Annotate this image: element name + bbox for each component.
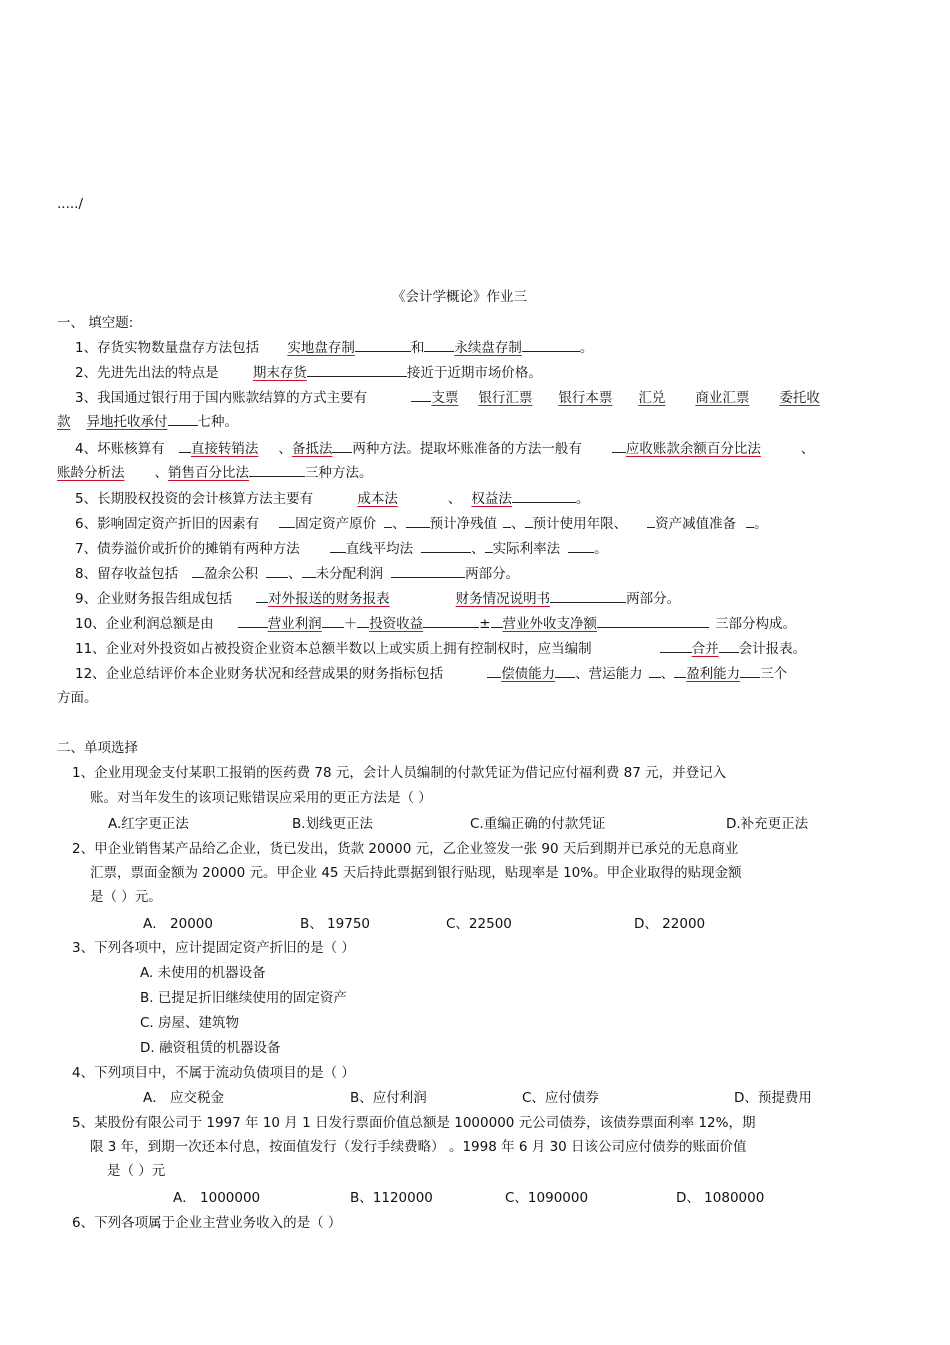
mc-q3-line1: 3、下列各项中，应计提固定资产折旧的是（ ） [72,940,355,956]
q11-answer-1: 合并 [691,641,719,657]
q9-answer-2: 财务情况说明书 [455,591,551,607]
fill-q2 [75,361,542,381]
q4-answer-4: 账龄分析法 [57,465,125,481]
q8-end: 两部分。 [465,566,520,582]
fill-q8: 8、留存收益包括 盈余公积 、 未分配利润 两部分。 [75,562,519,582]
q3-answer-5: 商业汇票 [695,390,750,406]
q9-prompt: 9、企业财务报告组成包括 [75,591,233,607]
section1-heading: 一、 填空题: [57,315,134,331]
q5-prompt: 5、长期股权投资的会计核算方法主要有 [75,491,314,507]
mc-q5-line3: 是（ ）元 [107,1163,166,1179]
mc-q3-option-d: D. 融资租赁的机器设备 [140,1040,281,1056]
mc-q2-line2: 汇票，票面金额为 20000 元。甲企业 45 天后持此票据到银行贴现，贴现率是 10%。甲企业取得的贴现金额 [90,865,742,881]
q6-answer-4: 资产减值准备 [655,516,737,532]
q1-connector: 和 [410,340,425,356]
q10-prompt: 10、企业利润总额是由 [75,616,214,632]
q4-mid: 两种方法。提取坏账准备的方法一般有 [352,441,582,457]
mc-q5-option-c: C、1090000 [505,1190,589,1206]
fill-q7: 7、债券溢价或折价的摊销有两种方法 直线平均法 、 实际利率法 。 [75,537,608,557]
mc-q2-option-b: B、 19750 [300,916,370,932]
q4-answer-3: 应收账款余额百分比法 [625,441,761,457]
q8-prompt: 8、留存收益包括 [75,566,179,582]
q3-answer-3: 银行本票 [558,390,613,406]
mc-q1-option-d: D.补充更正法 [726,816,809,832]
fill-q1 [75,336,593,356]
mc-q4-option-a: A． 应交税金 [143,1090,225,1106]
q1-end: 。 [579,340,594,356]
q10-end: 三部分构成。 [715,616,796,632]
q3-answer-7: 异地托收承付 [86,414,168,430]
q4-answer-1: 直接转销法 [190,441,259,457]
q6-answer-3: 预计使用年限、 [532,516,628,532]
fill-q5 [75,487,589,507]
q10-plusminus: ± [479,616,491,632]
mc-q1-option-c: C.重编正确的付款凭证 [470,816,606,832]
mc-q2-option-c: C、22500 [446,916,512,932]
q4-end: 三种方法。 [305,465,373,481]
q6-answer-1: 固定资产原价 [295,516,377,532]
fill-q3-line1 [75,386,820,406]
q3-answer-6-cont: 款 [57,414,71,430]
mc-q5-line2: 限 3 年，到期一次还本付息，按面值发行（发行手续费略） 。1998 年 6 月 30 日该公司应付债券的账面价值 [90,1139,747,1155]
q3-end: 七种。 [197,414,238,430]
q4-sep-3: 、 [154,465,168,481]
q9-answer-1: 对外报送的财务报表 [268,591,390,607]
mc-q3-option-a: A. 未使用的机器设备 [140,965,266,981]
q4-answer-2: 备抵法 [291,441,333,457]
q6-prompt: 6、影响固定资产折旧的因素有 [75,516,260,532]
q12-mid: 、营运能力 [575,666,643,682]
mc-q3-option-b: B. 已提足折旧继续使用的固定资产 [140,990,347,1006]
q10-answer-1: 营业利润 [267,616,322,632]
q4-sep-1: 、 [278,441,292,457]
mc-q1-line1: 1、企业用现金支付某职工报销的医药费 78 元，会计人员编制的付款凭证为借记应付福利费 87 元，并登记入 [72,765,727,781]
q10-answer-3: 营业外收支净额 [502,616,597,632]
q7-answer-1: 直线平均法 [345,541,414,557]
q7-prompt: 7、债券溢价或折价的摊销有两种方法 [75,541,300,557]
page-title: 《会计学概论》作业三 [392,289,527,305]
q5-answer-2: 权益法 [471,491,512,507]
q12-sep: 、 [660,666,675,682]
mc-q4-option-d: D、预提费用 [734,1090,812,1106]
mc-q4-line1: 4、下列项目中，不属于流动负债项目的是（ ） [72,1065,355,1081]
section2-heading: 二、单项选择 [57,740,138,756]
q7-answer-2: 实际利率法 [492,541,561,557]
q1-answer-1: 实地盘存制 [287,340,355,356]
mc-q1-option-b: B.划线更正法 [292,816,374,832]
mc-q2-line3: 是（ ）元。 [90,889,162,905]
mc-q1-option-a: A.红字更正法 [108,816,189,832]
mc-q5-option-b: B、1120000 [350,1190,433,1206]
mc-q4-option-b: B、应付利润 [350,1090,427,1106]
mc-q6-line1: 6、下列各项属于企业主营业务收入的是（ ） [72,1215,342,1231]
q12-answer-2: 盈利能力 [686,666,741,682]
q2-end: 接近于近期市场价格。 [406,365,542,381]
q12-end: 三个 [760,666,788,682]
mc-q5-line1: 5、某股份有限公司于 1997 年 10 月 1 日发行票面价值总额是 1000000 元公司债券，该债券票面利率 12%，期 [72,1115,756,1131]
mc-q3-option-c: C. 房屋、建筑物 [140,1015,240,1031]
q4-answer-5: 销售百分比法 [168,465,249,481]
fill-q12-line2: 方面。 [57,690,98,706]
q5-end: 。 [575,491,590,507]
q12-prompt: 12、企业总结评价本企业财务状况和经营成果的财务指标包括 [75,666,444,682]
fill-q4-line1 [75,437,814,457]
q5-answer-1: 成本法 [357,491,398,507]
q3-answer-6: 委托收 [779,390,820,406]
fill-q9 [75,587,680,607]
q11-prompt: 11、企业对外投资如占被投资企业资本总额半数以上或实质上拥有控制权时，应当编制 [75,641,592,657]
q3-answer-1: 支票 [431,390,459,406]
fill-q11 [75,637,806,657]
fill-q6: 6、影响固定资产折旧的因素有 固定资产原价 、 预计净残值 、 预计使用年限、 资产减值准备 。 [75,512,768,532]
q9-end: 两部分。 [626,591,681,607]
mc-q5-option-a: A． 1000000 [173,1190,261,1206]
q11-end: 会计报表。 [738,641,807,657]
q1-prompt: 1、存货实物数量盘存方法包括 [75,340,260,356]
q12-answer-1: 偿债能力 [501,666,556,682]
q1-answer-2: 永续盘存制 [454,340,522,356]
q3-answer-2: 银行汇票 [478,390,533,406]
fill-q4-line2 [57,461,373,481]
mc-q2-option-a: A． 20000 [143,916,213,932]
fill-q3-line2 [57,410,238,430]
fill-q10 [75,612,796,632]
q2-answer-1: 期末存货 [252,365,307,381]
q6-answer-2: 预计净残值 [429,516,498,532]
mc-q2-option-d: D、 22000 [634,916,706,932]
mc-q5-option-d: D、 1080000 [676,1190,765,1206]
q3-prompt: 3、我国通过银行用于国内账款结算的方式主要有 [75,390,368,406]
fill-q12-line1 [75,662,787,682]
mc-q2-line1: 2、甲企业销售某产品给乙企业，货已发出，货款 20000 元，乙企业签发一张 90 天后到期并已承兑的无息商业 [72,841,739,857]
mc-q4-option-c: C、应付债券 [522,1090,599,1106]
q6-end: 。 [754,516,768,532]
q2-prompt: 2、先进先出法的特点是 [75,365,219,381]
q8-answer-2: 未分配利润 [315,566,384,582]
page-marker: ...../ [57,196,84,212]
q4-sep-2: 、 [800,441,815,457]
q7-end: 。 [594,541,608,557]
q10-plus: ＋ [343,616,358,632]
mc-q1-line2: 账。对当年发生的该项记账错误应采用的更正方法是（ ） [90,790,432,806]
q5-sep: 、 [447,491,462,507]
q8-answer-1: 盈余公积 [204,566,259,582]
q10-answer-2: 投资收益 [369,616,424,632]
q4-prompt: 4、坏账核算有 [75,441,165,457]
q3-answer-4: 汇兑 [638,390,666,406]
